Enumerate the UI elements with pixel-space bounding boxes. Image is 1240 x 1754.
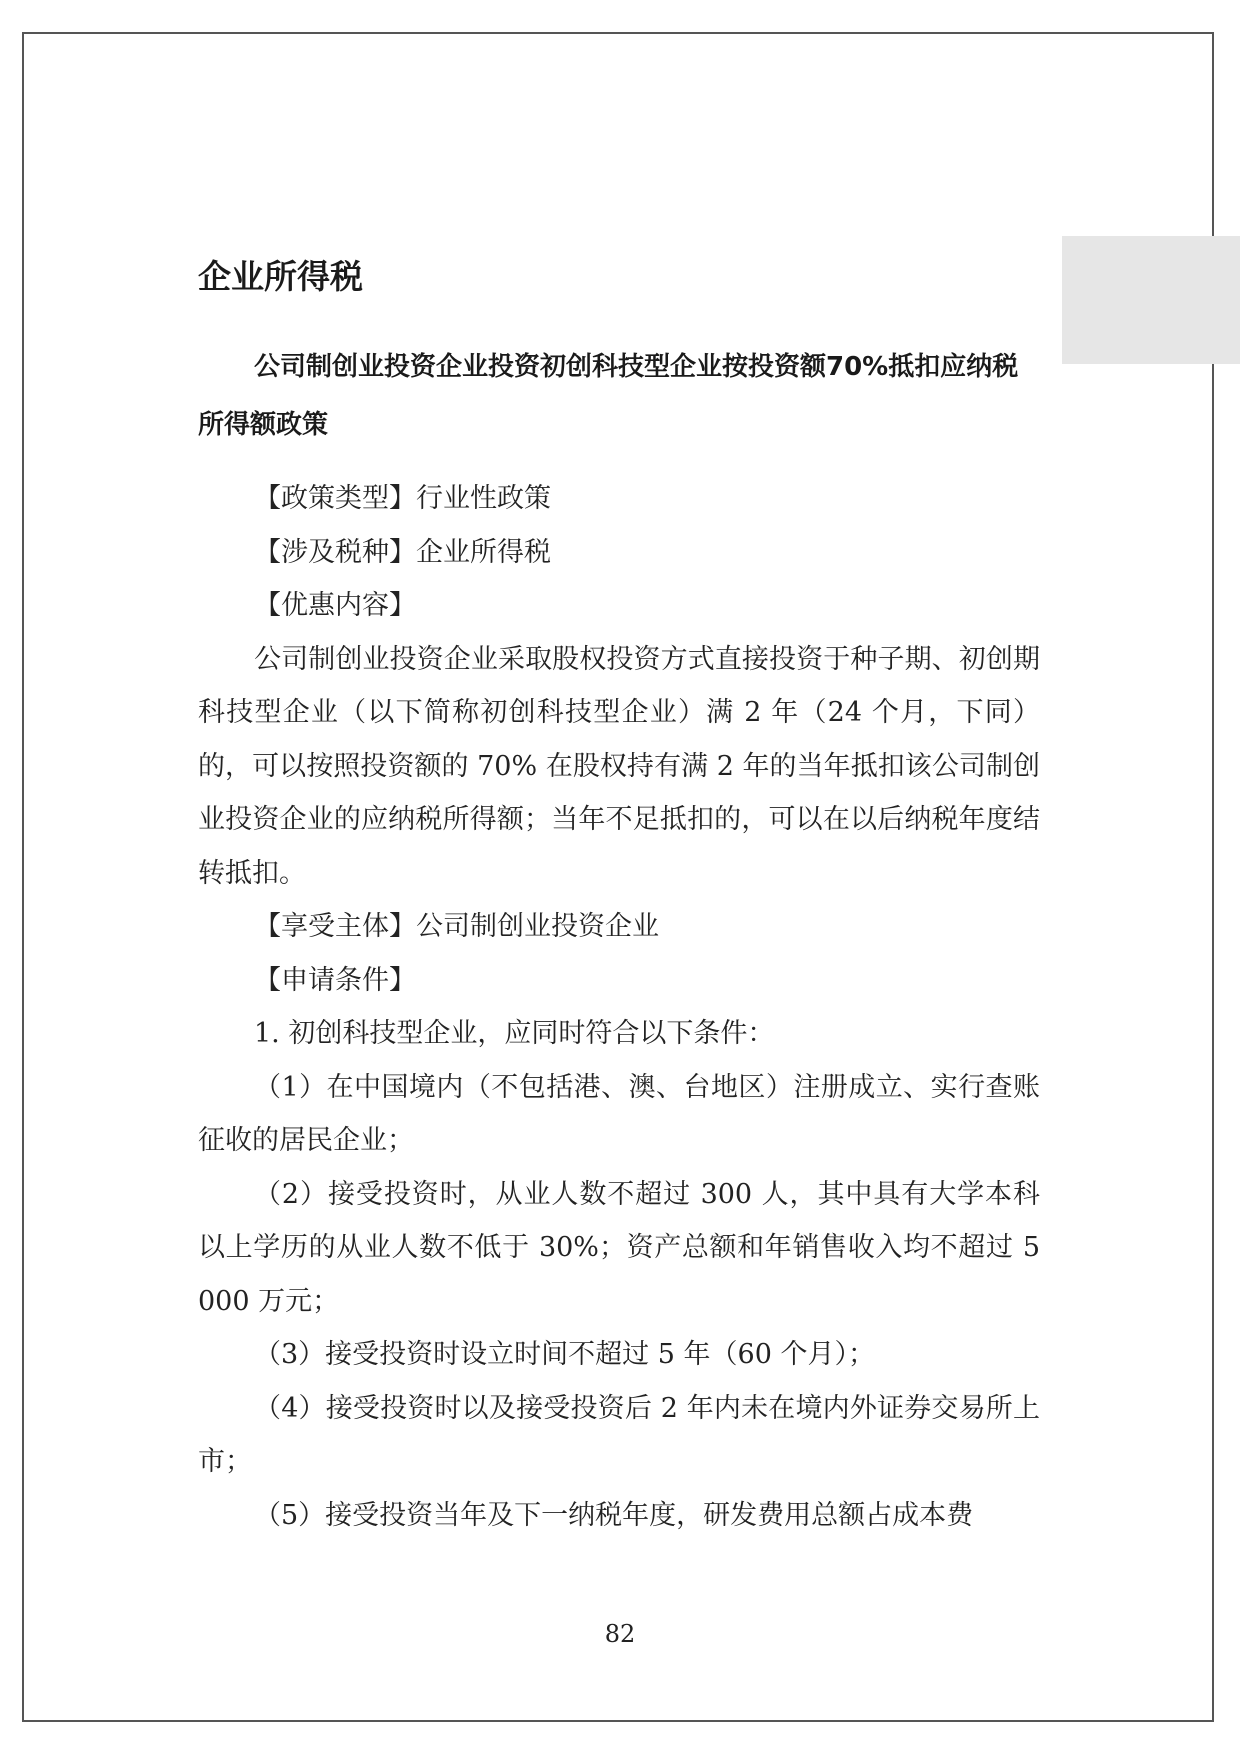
- beneficiary: 【享受主体】公司制创业投资企业: [254, 911, 659, 942]
- section-title: 企业所得税: [198, 257, 363, 296]
- sub-condition-2: （2）接受投资时，从业人数不超过 300 人，其中具有大学本科以上学历的从业人数不低于 30%；资产总额和年销售收入均不超过 5 000 万元；: [198, 1178, 1040, 1317]
- tax-type: 【涉及税种】企业所得税: [254, 536, 551, 568]
- policy-type: 【政策类型】行业性政策: [254, 483, 551, 514]
- sub-condition-1: （1）在中国境内（不包括港、澳、台地区）注册成立、实行查账征收的居民企业；: [198, 1071, 1040, 1156]
- sub-condition-4: （4）接受投资时以及接受投资后 2 年内未在境内外证券交易所上市；: [198, 1392, 1040, 1477]
- sub-condition-3: （3）接受投资时设立时间不超过 5 年（60 个月）；: [254, 1339, 875, 1370]
- sub-condition-5: （5）接受投资当年及下一纳税年度，研发费用总额占成本费: [254, 1499, 974, 1531]
- page-number: 82: [604, 1620, 636, 1648]
- preferential-heading: 【优惠内容】: [254, 590, 416, 621]
- chapter-side-tab: [1062, 236, 1240, 364]
- policy-body: [198, 472, 1040, 1542]
- policy-title: 公司制创业投资企业投资初创科技型企业按投资额70%抵扣应纳税所得额政策: [198, 352, 1019, 440]
- condition-1-intro: 1. 初创科技型企业，应同时符合以下条件：: [254, 1018, 775, 1049]
- conditions-heading: 【申请条件】: [254, 964, 416, 996]
- preferential-content: 公司制创业投资企业采取股权投资方式直接投资于种子期、初创期科技型企业（以下简称初创科技型企业）满 2 年（24 个月，下同）的，可以按照投资额的 70% 在股权持有满 2 年的当年抵扣该公司制创业投资企业的应纳税所得额；当年不足抵扣的，可以在以后纳税年度结转抵扣。: [198, 643, 1040, 889]
